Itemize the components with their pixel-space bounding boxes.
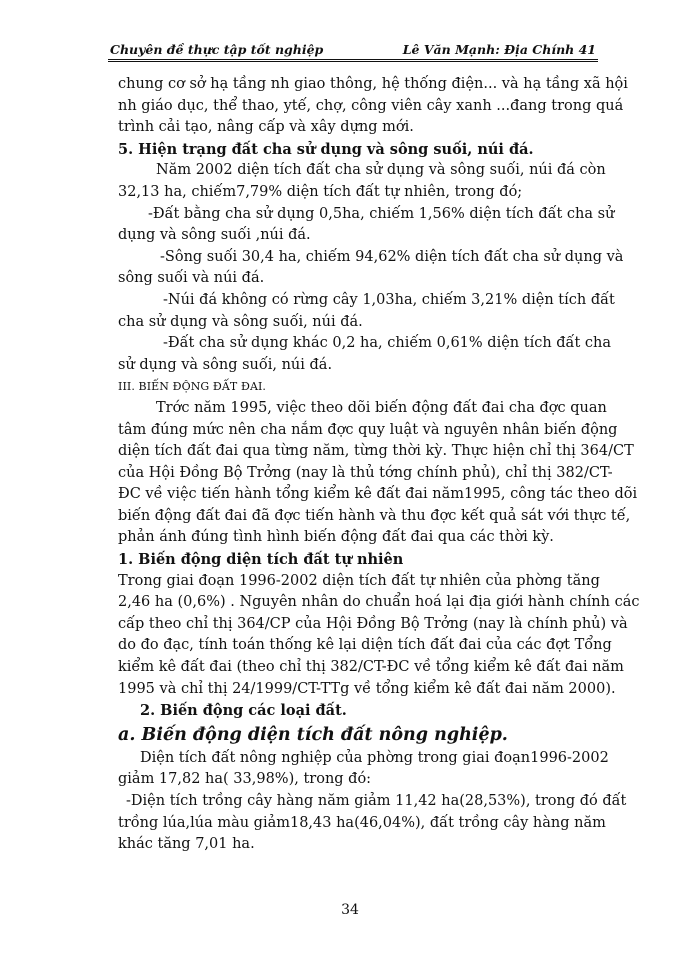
text-line: 2,46 ha (0,6%) . Nguyên nhân do chuẩn hoá lại địa giới hành chính các: [118, 594, 640, 611]
section-heading-2: 2. Biến động các loại đất.: [140, 702, 347, 720]
text-line: do đo đạc, tính toán thống kê lại diện tích đất đai của các đợt Tổng: [118, 637, 612, 654]
text-line: cha sử dụng và sông suối, núi đá.: [118, 313, 363, 330]
text-line: -Núi đá không có rừng cây 1,03ha, chiếm 3,21% diện tích đất: [163, 291, 615, 308]
text-line: sông suối và núi đá.: [118, 270, 265, 287]
text-line: Diện tích đất nông nghiệp của phờng trong giai đoạn1996-2002: [140, 749, 609, 766]
header-rule: [108, 59, 598, 62]
text-line: -Đất cha sử dụng khác 0,2 ha, chiếm 0,61% diện tích đất cha: [163, 335, 611, 352]
text-line: dụng và sông suối ,núi đá.: [118, 227, 311, 244]
text-line: Trong giai đoạn 1996-2002 diện tích đất tự nhiên của phờng tăng: [118, 572, 600, 589]
text-line: -Đất bằng cha sử dụng 0,5ha, chiếm 1,56% diện tích đất cha sử: [148, 205, 615, 222]
text-line: 1995 và chỉ thị 24/1999/CT-TTg về tổng kiểm kê đất đai năm 2000).: [118, 680, 616, 697]
text-line: chung cơ sở hạ tầng nh giao thông, hệ thống điện... và hạ tầng xã hội: [118, 76, 628, 92]
text-line: giảm 17,82 ha( 33,98%), trong đó:: [118, 771, 372, 788]
subsection-heading-a: a. Biến động diện tích đất nông nghiệp.: [118, 724, 508, 745]
header-left-title: Chuyên đề thực tập tốt nghiệp: [110, 42, 324, 57]
text-line: sử dụng và sông suối, núi đá.: [118, 356, 333, 373]
text-line: tâm đúng mức nên cha nắm đợc quy luật và nguyên nhân biến động: [118, 421, 618, 438]
body-text: [118, 74, 640, 856]
section-heading-1: 1. Biến động diện tích đất tự nhiên: [118, 551, 404, 569]
text-line: trình cải tạo, nâng cấp và xây dựng mới.: [118, 119, 414, 136]
text-line: trồng lúa,lúa màu giảm18,43 ha(46,04%), đất trồng cây hàng năm: [118, 814, 606, 831]
text-line: kiểm kê đất đai (theo chỉ thị 382/CT-ĐC về tổng kiểm kê đất đai năm: [118, 659, 624, 676]
text-line: Trớc năm 1995, việc theo dõi biến động đất đai cha đợc quan: [156, 399, 607, 416]
text-line: diện tích đất đai qua từng năm, từng thời kỳ. Thực hiện chỉ thị 364/CT: [118, 443, 634, 460]
header-right-author: Lê Văn Mạnh: Địa Chính 41: [402, 42, 596, 57]
text-line: -Sông suối 30,4 ha, chiếm 94,62% diện tích đất cha sử dụng và: [160, 248, 624, 265]
text-line: của Hội Đồng Bộ Trởng (nay là thủ tớng chính phủ), chỉ thị 382/CT-: [118, 464, 613, 481]
text-line: -Diện tích trồng cây hàng năm giảm 11,42 ha(28,53%), trong đó đất: [126, 793, 627, 809]
page-header: [108, 40, 598, 62]
text-line: khác tăng 7,01 ha.: [118, 836, 255, 853]
text-line: 32,13 ha, chiếm7,79% diện tích đất tự nhiên, trong đó;: [118, 183, 523, 200]
text-line: biến động đất đai đã đợc tiến hành và thu đợc kết quả sát với thực tế,: [118, 507, 631, 524]
text-line: Năm 2002 diện tích đất cha sử dụng và sông suối, núi đá còn: [156, 162, 606, 179]
text-line: cấp theo chỉ thị 364/CP của Hội Đồng Bộ Trởng (nay là chính phủ) và: [118, 615, 628, 632]
section-heading-iii: III. BIẾN ĐỘNG ĐẤT ĐAI.: [118, 380, 267, 394]
text-line: nh giáo dục, thể thao, ytế, chợ, công viên cây xanh ...đang trong quá: [118, 97, 624, 114]
text-line: ĐC về việc tiến hành tổng kiểm kê đất đai năm1995, công tác theo dõi: [118, 486, 638, 503]
text-line: phản ánh đúng tình hình biến động đất đai qua các thời kỳ.: [118, 529, 554, 546]
page-number: 34: [341, 902, 359, 918]
section-heading-5: 5. Hiện trạng đất cha sử dụng và sông suối, núi đá.: [118, 140, 534, 158]
